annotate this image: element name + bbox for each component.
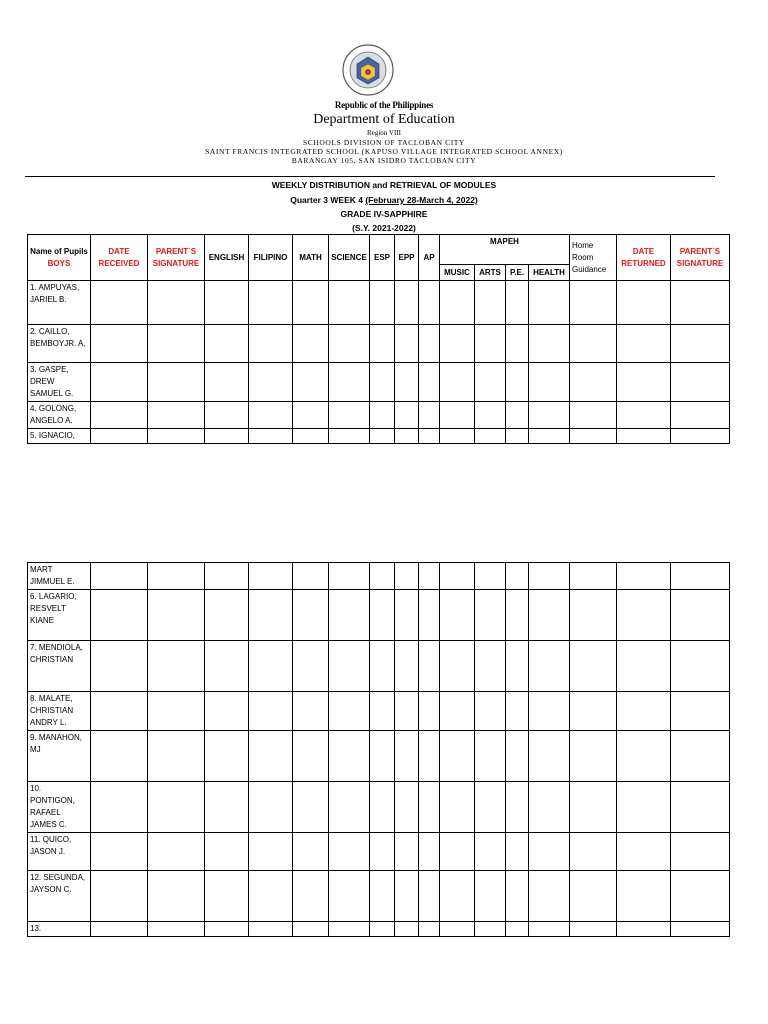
science-header: SCIENCE [329,235,370,281]
entry-cell[interactable] [440,922,475,937]
entry-cell[interactable] [475,590,506,641]
entry-cell[interactable] [148,692,205,731]
name-of-pupils-header [28,235,91,281]
entry-cell[interactable] [506,782,529,833]
entry-cell[interactable] [91,590,148,641]
entry-cell[interactable] [395,590,419,641]
entry-cell[interactable] [570,782,617,833]
entry-cell[interactable] [570,641,617,692]
pupil-name: MART JIMMUEL E. [28,563,91,590]
table-row [28,833,730,871]
table-row [28,871,730,922]
entry-cell[interactable] [506,590,529,641]
entry-cell[interactable] [249,563,293,590]
entry-cell[interactable] [395,429,419,444]
division-line: SCHOOLS DIVISION OF TACLOBAN CITY [303,138,465,147]
entry-cell[interactable] [91,641,148,692]
entry-cell[interactable] [91,402,148,429]
entry-cell[interactable] [395,641,419,692]
entry-cell[interactable] [249,402,293,429]
entry-cell[interactable] [370,731,395,782]
entry-cell[interactable] [205,590,249,641]
entry-cell[interactable] [475,692,506,731]
entry-cell[interactable] [570,731,617,782]
health-header: HEALTH [529,265,570,281]
entry-cell[interactable] [205,429,249,444]
name-of-pupils-label: Name of Pupils [30,246,88,256]
deped-seal-logo [342,44,394,96]
entry-cell[interactable] [671,590,730,641]
entry-cell[interactable] [329,325,370,363]
entry-cell[interactable] [329,731,370,782]
quarter-week-line [0,195,768,205]
entry-cell[interactable] [205,325,249,363]
entry-cell[interactable] [671,731,730,782]
entry-cell[interactable] [506,692,529,731]
entry-cell[interactable] [148,833,205,871]
entry-cell[interactable] [205,782,249,833]
entry-cell[interactable] [329,641,370,692]
table-row [28,281,730,325]
entry-cell[interactable] [91,325,148,363]
pupil-rows-page-2 [28,563,730,937]
entry-cell[interactable] [395,363,419,402]
entry-cell[interactable] [370,402,395,429]
modules-table-page-1 [27,234,730,444]
entry-cell[interactable] [506,641,529,692]
entry-cell[interactable] [419,563,440,590]
table-row [28,590,730,641]
entry-cell[interactable] [671,325,730,363]
entry-cell[interactable] [205,402,249,429]
entry-cell[interactable] [617,563,671,590]
entry-cell[interactable] [671,281,730,325]
entry-cell[interactable] [293,563,329,590]
entry-cell[interactable] [329,782,370,833]
pupil-rows-page-1 [28,281,730,444]
entry-cell[interactable] [419,325,440,363]
table-row [28,325,730,363]
pupil-name: 10. PONTIGON, RAFAEL JAMES C. [28,782,91,833]
entry-cell[interactable] [329,563,370,590]
barangay-line: BARANGAY 105, SAN ISIDRO TACLOBAN CITY [291,156,477,165]
entry-cell[interactable] [475,363,506,402]
entry-cell[interactable] [293,590,329,641]
entry-cell[interactable] [419,641,440,692]
entry-cell[interactable] [440,782,475,833]
entry-cell[interactable] [475,563,506,590]
entry-cell[interactable] [440,402,475,429]
entry-cell[interactable] [370,833,395,871]
entry-cell[interactable] [91,833,148,871]
table-row [28,363,730,402]
entry-cell[interactable] [370,922,395,937]
entry-cell[interactable] [475,402,506,429]
entry-cell[interactable] [617,363,671,402]
pupil-name: 4. GOLONG, ANGELO A. [28,402,91,429]
entry-cell[interactable] [671,402,730,429]
entry-cell[interactable] [419,871,440,922]
pupil-name: 8. MALATE, CHRISTIAN ANDRY L. [28,692,91,731]
entry-cell[interactable] [249,281,293,325]
entry-cell[interactable] [370,590,395,641]
date-returned-header: DATE RETURNED [617,235,671,281]
entry-cell[interactable] [506,281,529,325]
entry-cell[interactable] [419,429,440,444]
entry-cell[interactable] [249,833,293,871]
entry-cell[interactable] [671,922,730,937]
entry-cell[interactable] [249,871,293,922]
entry-cell[interactable] [370,871,395,922]
entry-cell[interactable] [570,590,617,641]
entry-cell[interactable] [440,641,475,692]
pe-header: P.E. [506,265,529,281]
entry-cell[interactable] [506,363,529,402]
entry-cell[interactable] [419,833,440,871]
entry-cell[interactable] [205,692,249,731]
entry-cell[interactable] [293,429,329,444]
pupil-name: 9. MANAHON, MJ [28,731,91,782]
entry-cell[interactable] [475,281,506,325]
entry-cell[interactable] [249,429,293,444]
entry-cell[interactable] [529,402,570,429]
entry-cell[interactable] [506,563,529,590]
entry-cell[interactable] [419,922,440,937]
entry-cell[interactable] [506,429,529,444]
boys-label: BOYS [47,258,71,268]
table-row [28,731,730,782]
entry-cell[interactable] [293,402,329,429]
entry-cell[interactable] [395,563,419,590]
entry-cell[interactable] [395,325,419,363]
form-title: WEEKLY DISTRIBUTION and RETRIEVAL OF MODULES [271,180,497,190]
entry-cell[interactable] [395,281,419,325]
entry-cell[interactable] [91,363,148,402]
entry-cell[interactable] [148,731,205,782]
entry-cell[interactable] [617,281,671,325]
parent-signature-header: PARENT`S SIGNATURE [148,235,205,281]
entry-cell[interactable] [148,281,205,325]
header-divider [25,176,715,177]
pupil-name: 2. CAILLO, BEMBOYJR. A, [28,325,91,363]
entry-cell[interactable] [570,325,617,363]
entry-cell[interactable] [293,782,329,833]
entry-cell[interactable] [148,871,205,922]
entry-cell[interactable] [617,641,671,692]
entry-cell[interactable] [617,871,671,922]
entry-cell[interactable] [475,833,506,871]
entry-cell[interactable] [370,692,395,731]
pupil-name: 5. IGNACIO, [28,429,91,444]
table-row [28,782,730,833]
entry-cell[interactable] [148,402,205,429]
entry-cell[interactable] [570,429,617,444]
entry-cell[interactable] [529,429,570,444]
table-row [28,429,730,444]
entry-cell[interactable] [570,402,617,429]
entry-cell[interactable] [91,782,148,833]
english-header: ENGLISH [205,235,249,281]
entry-cell[interactable] [370,363,395,402]
entry-cell[interactable] [570,871,617,922]
entry-cell[interactable] [249,325,293,363]
math-header: MATH [293,235,329,281]
entry-cell[interactable] [475,782,506,833]
entry-cell[interactable] [395,731,419,782]
entry-cell[interactable] [617,692,671,731]
epp-header: EPP [395,235,419,281]
entry-cell[interactable] [370,563,395,590]
entry-cell[interactable] [570,563,617,590]
entry-cell[interactable] [617,325,671,363]
entry-cell[interactable] [148,429,205,444]
entry-cell[interactable] [148,325,205,363]
table-row [28,563,730,590]
entry-cell[interactable] [329,871,370,922]
entry-cell[interactable] [671,782,730,833]
entry-cell[interactable] [293,731,329,782]
entry-cell[interactable] [293,833,329,871]
school-year: (S.Y. 2021-2022) [352,223,416,233]
entry-cell[interactable] [205,363,249,402]
entry-cell[interactable] [440,590,475,641]
date-range: (February 28-March 4, 2022) [365,195,478,205]
entry-cell[interactable] [506,871,529,922]
entry-cell[interactable] [475,429,506,444]
entry-cell[interactable] [205,563,249,590]
entry-cell[interactable] [617,402,671,429]
ap-header: AP [419,235,440,281]
entry-cell[interactable] [293,692,329,731]
entry-cell[interactable] [249,782,293,833]
entry-cell[interactable] [440,281,475,325]
entry-cell[interactable] [475,325,506,363]
entry-cell[interactable] [329,363,370,402]
entry-cell[interactable] [529,325,570,363]
entry-cell[interactable] [419,281,440,325]
entry-cell[interactable] [529,563,570,590]
entry-cell[interactable] [671,363,730,402]
entry-cell[interactable] [249,922,293,937]
entry-cell[interactable] [205,731,249,782]
pupil-name: 7. MENDIOLA, CHRISTIAN [28,641,91,692]
entry-cell[interactable] [440,325,475,363]
entry-cell[interactable] [671,429,730,444]
entry-cell[interactable] [395,833,419,871]
entry-cell[interactable] [617,590,671,641]
pupil-name: 3. GASPE, DREW SAMUEL G. [28,363,91,402]
entry-cell[interactable] [370,782,395,833]
entry-cell[interactable] [506,325,529,363]
entry-cell[interactable] [570,922,617,937]
entry-cell[interactable] [506,833,529,871]
entry-cell[interactable] [440,429,475,444]
entry-cell[interactable] [475,731,506,782]
entry-cell[interactable] [91,922,148,937]
arts-header: ARTS [475,265,506,281]
entry-cell[interactable] [440,363,475,402]
entry-cell[interactable] [205,641,249,692]
entry-cell[interactable] [370,281,395,325]
entry-cell[interactable] [329,429,370,444]
entry-cell[interactable] [329,590,370,641]
mapeh-header: MAPEH [440,235,570,265]
entry-cell[interactable] [91,429,148,444]
entry-cell[interactable] [617,731,671,782]
entry-cell[interactable] [440,731,475,782]
entry-cell[interactable] [395,692,419,731]
entry-cell[interactable] [148,782,205,833]
homeroom-guidance-header: Home Room Guidance [570,235,617,281]
entry-cell[interactable] [148,590,205,641]
entry-cell[interactable] [370,325,395,363]
entry-cell[interactable] [91,563,148,590]
parent-signature-header-2: PARENT`S SIGNATURE [671,235,730,281]
entry-cell[interactable] [475,922,506,937]
entry-cell[interactable] [205,833,249,871]
entry-cell[interactable] [671,641,730,692]
entry-cell[interactable] [529,731,570,782]
entry-cell[interactable] [249,731,293,782]
table-row [28,641,730,692]
entry-cell[interactable] [293,871,329,922]
entry-cell[interactable] [293,363,329,402]
school-line: SAINT FRANCIS INTEGRATED SCHOOL (KAPUSO VILLAGE INTEGRATED SCHOOL ANNEX) [205,147,563,156]
entry-cell[interactable] [293,922,329,937]
entry-cell[interactable] [529,871,570,922]
republic-line: Republic of the Philippines [334,100,434,110]
entry-cell[interactable] [249,363,293,402]
entry-cell[interactable] [475,641,506,692]
filipino-header: FILIPINO [249,235,293,281]
pupil-name: 12. SEGUNDA, JAYSON C. [28,871,91,922]
pupil-name: 6. LAGARIO, RESVELT KIANE [28,590,91,641]
entry-cell[interactable] [440,563,475,590]
entry-cell[interactable] [506,922,529,937]
entry-cell[interactable] [249,641,293,692]
entry-cell[interactable] [440,833,475,871]
entry-cell[interactable] [148,922,205,937]
department-title: Department of Education [313,112,455,127]
entry-cell[interactable] [440,871,475,922]
entry-cell[interactable] [395,871,419,922]
pupil-name: 1. AMPUYAS, JARIEL B. [28,281,91,325]
pupil-name: 13. [28,922,91,937]
entry-cell[interactable] [570,281,617,325]
modules-table-page-2 [27,562,730,937]
entry-cell[interactable] [671,871,730,922]
entry-cell[interactable] [529,692,570,731]
region-line: Region VIII [367,129,401,137]
quarter-week-label: Quarter 3 WEEK 4 [290,195,366,205]
table-row [28,692,730,731]
entry-cell[interactable] [329,833,370,871]
entry-cell[interactable] [671,563,730,590]
entry-cell[interactable] [617,922,671,937]
table-row [28,402,730,429]
esp-header: ESP [370,235,395,281]
entry-cell[interactable] [91,281,148,325]
entry-cell[interactable] [395,782,419,833]
entry-cell[interactable] [329,281,370,325]
entry-cell[interactable] [148,363,205,402]
music-header: MUSIC [440,265,475,281]
entry-cell[interactable] [370,429,395,444]
entry-cell[interactable] [329,402,370,429]
entry-cell[interactable] [370,641,395,692]
entry-cell[interactable] [91,692,148,731]
entry-cell[interactable] [529,590,570,641]
entry-cell[interactable] [506,731,529,782]
entry-cell[interactable] [529,641,570,692]
entry-cell[interactable] [91,871,148,922]
entry-cell[interactable] [329,692,370,731]
entry-cell[interactable] [529,782,570,833]
entry-cell[interactable] [395,402,419,429]
entry-cell[interactable] [617,429,671,444]
entry-cell[interactable] [91,731,148,782]
entry-cell[interactable] [419,731,440,782]
entry-cell[interactable] [419,590,440,641]
entry-cell[interactable] [205,922,249,937]
entry-cell[interactable] [419,402,440,429]
entry-cell[interactable] [475,871,506,922]
entry-cell[interactable] [395,922,419,937]
date-received-header: DATE RECEIVED [91,235,148,281]
entry-cell[interactable] [249,692,293,731]
entry-cell[interactable] [529,281,570,325]
entry-cell[interactable] [293,641,329,692]
entry-cell[interactable] [205,871,249,922]
pupil-name: 11. QUICO, JASON J. [28,833,91,871]
entry-cell[interactable] [671,692,730,731]
entry-cell[interactable] [671,833,730,871]
entry-cell[interactable] [617,782,671,833]
entry-cell[interactable] [148,563,205,590]
entry-cell[interactable] [529,922,570,937]
entry-cell[interactable] [529,363,570,402]
entry-cell[interactable] [419,782,440,833]
table-row [28,922,730,937]
entry-cell[interactable] [293,325,329,363]
entry-cell[interactable] [440,692,475,731]
entry-cell[interactable] [617,833,671,871]
entry-cell[interactable] [148,641,205,692]
entry-cell[interactable] [570,833,617,871]
entry-cell[interactable] [205,281,249,325]
grade-section: GRADE IV-SAPPHIRE [340,209,428,219]
entry-cell[interactable] [529,833,570,871]
entry-cell[interactable] [419,363,440,402]
entry-cell[interactable] [249,590,293,641]
entry-cell[interactable] [506,402,529,429]
entry-cell[interactable] [293,281,329,325]
entry-cell[interactable] [570,692,617,731]
entry-cell[interactable] [570,363,617,402]
entry-cell[interactable] [419,692,440,731]
entry-cell[interactable] [329,922,370,937]
